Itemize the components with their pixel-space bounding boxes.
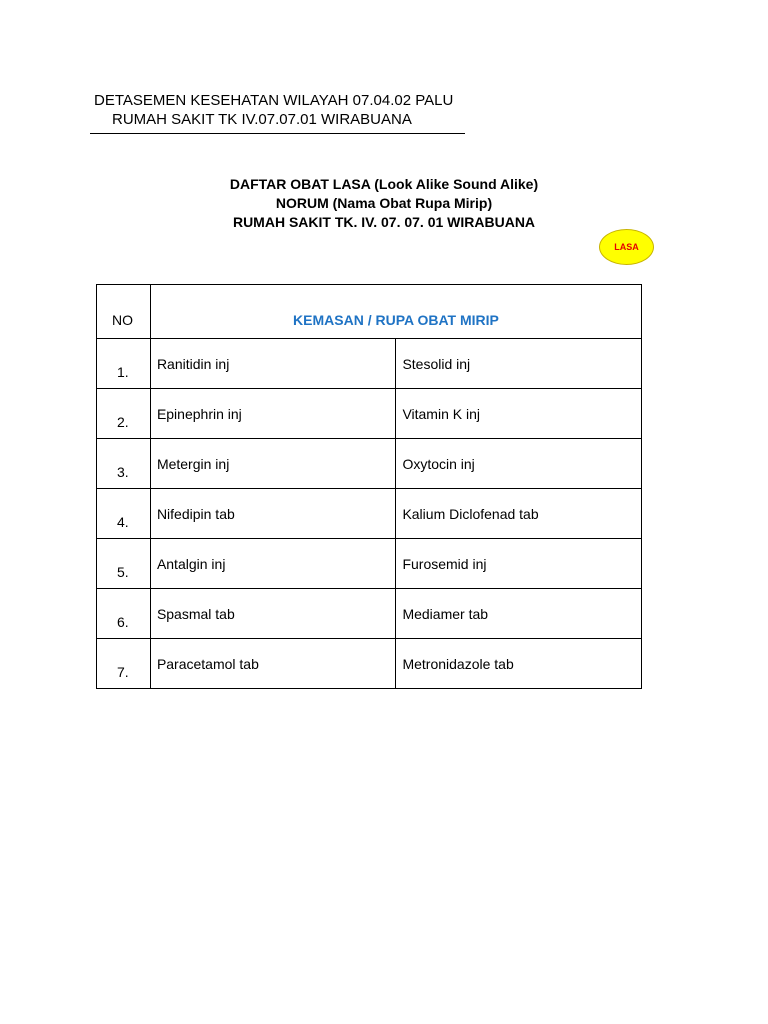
drug-name-a: Nifedipin tab — [150, 489, 396, 539]
title-line-3: RUMAH SAKIT TK. IV. 07. 07. 01 WIRABUANA — [232, 214, 536, 230]
drug-name-b: Kalium Diclofenad tab — [396, 489, 642, 539]
hospital-name: RUMAH SAKIT TK IV.07.07.01 WIRABUANA — [112, 111, 412, 128]
drug-name-a: Ranitidin inj — [150, 339, 396, 389]
drug-name-b: Stesolid inj — [396, 339, 642, 389]
document-title — [0, 175, 768, 232]
lasa-badge-label: LASA — [614, 242, 639, 252]
row-number: 6. — [97, 589, 151, 639]
drug-name-b: Furosemid inj — [396, 539, 642, 589]
table-row — [97, 539, 642, 589]
table-header-row — [97, 285, 642, 339]
drug-name-b: Metronidazole tab — [396, 639, 642, 689]
organization-name: DETASEMEN KESEHATAN WILAYAH 07.04.02 PALU — [94, 92, 454, 109]
drug-name-a: Paracetamol tab — [150, 639, 396, 689]
column-header-kemasan: KEMASAN / RUPA OBAT MIRIP — [150, 285, 641, 339]
lasa-drug-table — [96, 284, 642, 689]
table-row — [97, 589, 642, 639]
row-number: 7. — [97, 639, 151, 689]
lasa-badge — [599, 229, 654, 265]
header-divider — [90, 133, 465, 134]
table-row — [97, 389, 642, 439]
table-row — [97, 639, 642, 689]
drug-name-b: Vitamin K inj — [396, 389, 642, 439]
drug-name-b: Mediamer tab — [396, 589, 642, 639]
row-number: 3. — [97, 439, 151, 489]
table-row — [97, 489, 642, 539]
drug-name-a: Spasmal tab — [150, 589, 396, 639]
drug-name-a: Metergin inj — [150, 439, 396, 489]
column-header-no: NO — [97, 285, 151, 339]
drug-name-b: Oxytocin inj — [396, 439, 642, 489]
row-number: 5. — [97, 539, 151, 589]
drug-name-a: Antalgin inj — [150, 539, 396, 589]
row-number: 2. — [97, 389, 151, 439]
row-number: 1. — [97, 339, 151, 389]
title-line-1: DAFTAR OBAT LASA (Look Alike Sound Alike) — [229, 176, 539, 192]
row-number: 4. — [97, 489, 151, 539]
table-row — [97, 339, 642, 389]
title-line-2: NORUM (Nama Obat Rupa Mirip) — [275, 195, 493, 211]
table-row — [97, 439, 642, 489]
drug-name-a: Epinephrin inj — [150, 389, 396, 439]
